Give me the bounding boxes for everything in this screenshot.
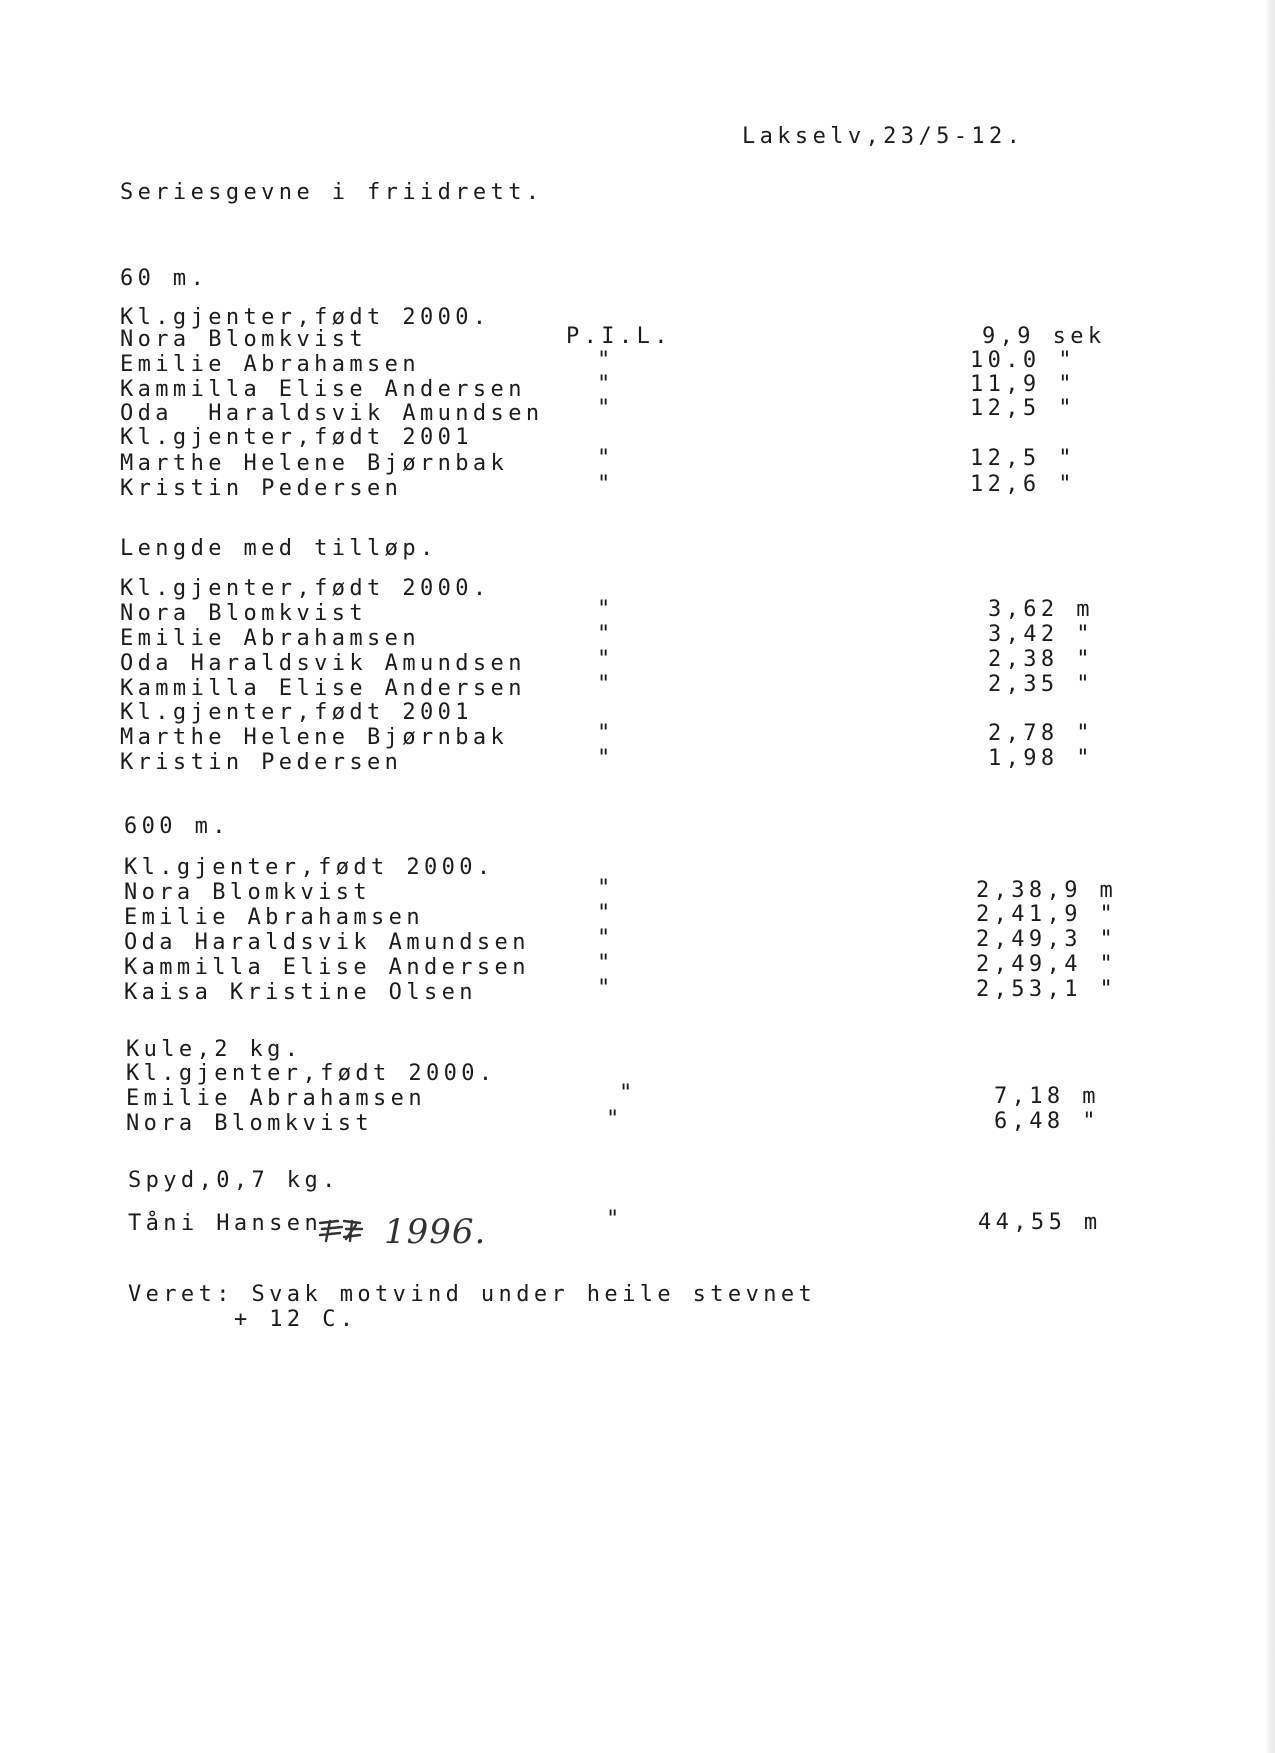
result: 1,98 " [988,746,1094,771]
result: 10.0 " [970,348,1076,373]
club: " [597,721,615,746]
club: " [597,348,615,373]
club: " [597,951,615,976]
place-date: Lakselv,23/5-12. [742,124,1025,149]
event-heading: 600 m. [124,814,230,839]
class-heading: Kl.gjenter,født 2000. [124,855,495,880]
club: " [597,876,615,901]
club: " [597,647,615,672]
event-heading: 60 m. [120,266,209,291]
result: 3,62 m [988,597,1094,622]
handwritten-note: 1996. [384,1212,487,1252]
athlete-name: Emilie Abrahamsen [124,905,424,930]
weather-temperature: + 12 C. [234,1307,358,1332]
club: " [597,446,615,471]
class-heading: Kl.gjenter,født 2000. [120,576,491,601]
club: " [606,1207,624,1232]
class-heading: Kl.gjenter,født 2000. [120,305,491,330]
club: " [597,597,615,622]
result: 9,9 sek [982,324,1106,349]
club: " [597,901,615,926]
result: 44,55 m [978,1210,1102,1235]
athlete-name: Kristin Pedersen [120,750,403,775]
athlete-name: Marthe Helene Bjørnbak [120,451,509,476]
athlete-name: Emilie Abrahamsen [120,626,420,651]
result: 2,49,3 " [976,927,1118,952]
document-title: Seriesgevne i friidrett. [120,180,544,205]
club: " [597,926,615,951]
result: 2,78 " [988,721,1094,746]
club: " [597,396,615,421]
class-heading: Kl.gjenter,født 2001 [120,425,473,450]
club: " [597,622,615,647]
result: 2,35 " [988,672,1094,697]
athlete-name: Emilie Abrahamsen [120,352,420,377]
athlete-name: Oda Haraldsvik Amundsen [124,930,530,955]
club: P.I.L. [566,324,672,349]
result: 2,41,9 " [976,902,1118,927]
class-heading: Kl.gjenter,født 2000. [126,1061,497,1086]
club: " [597,472,615,497]
athlete-name: Oda Haraldsvik Amundsen [120,401,544,426]
club: " [597,976,615,1001]
athlete-name: Emilie Abrahamsen [126,1086,426,1111]
athlete-name: Marthe Helene Bjørnbak [120,725,509,750]
result: 3,42 " [988,622,1094,647]
athlete-name: Kammilla Elise Andersen [124,955,530,980]
athlete-name: Tåni Hansen [128,1211,323,1236]
athlete-name: Nora Blomkvist [126,1111,374,1136]
club: " [619,1081,637,1106]
event-heading: Kule,2 kg. [126,1037,303,1062]
club: " [606,1107,624,1132]
athlete-name: Kaisa Kristine Olsen [124,980,477,1005]
result: 2,38,9 m [976,878,1118,903]
event-heading: Lengde med tilløp. [120,536,438,561]
result: 7,18 m [994,1084,1100,1109]
result: 12,6 " [970,472,1076,497]
athlete-name: Kristin Pedersen [120,476,403,501]
event-heading: Spyd,0,7 kg. [128,1168,340,1193]
result: 12,5 " [970,396,1076,421]
page-edge [1265,0,1275,1753]
result: 6,48 " [994,1109,1100,1134]
result: 2,38 " [988,647,1094,672]
scribble-mark [316,1215,384,1245]
result: 2,53,1 " [976,977,1118,1002]
result: 12,5 " [970,446,1076,471]
club: " [597,372,615,397]
athlete-name: Kammilla Elise Andersen [120,676,526,701]
weather-line: Veret: Svak motvind under heile stevnet [128,1282,817,1307]
class-heading: Kl.gjenter,født 2001 [120,700,473,725]
athlete-name: Oda Haraldsvik Amundsen [120,651,526,676]
athlete-name: Nora Blomkvist [120,327,368,352]
athlete-name: Nora Blomkvist [120,601,368,626]
athlete-name: Kammilla Elise Andersen [120,377,526,402]
club: " [597,672,615,697]
club: " [597,746,615,771]
result: 2,49,4 " [976,952,1118,977]
result: 11,9 " [970,372,1076,397]
athlete-name: Nora Blomkvist [124,880,372,905]
